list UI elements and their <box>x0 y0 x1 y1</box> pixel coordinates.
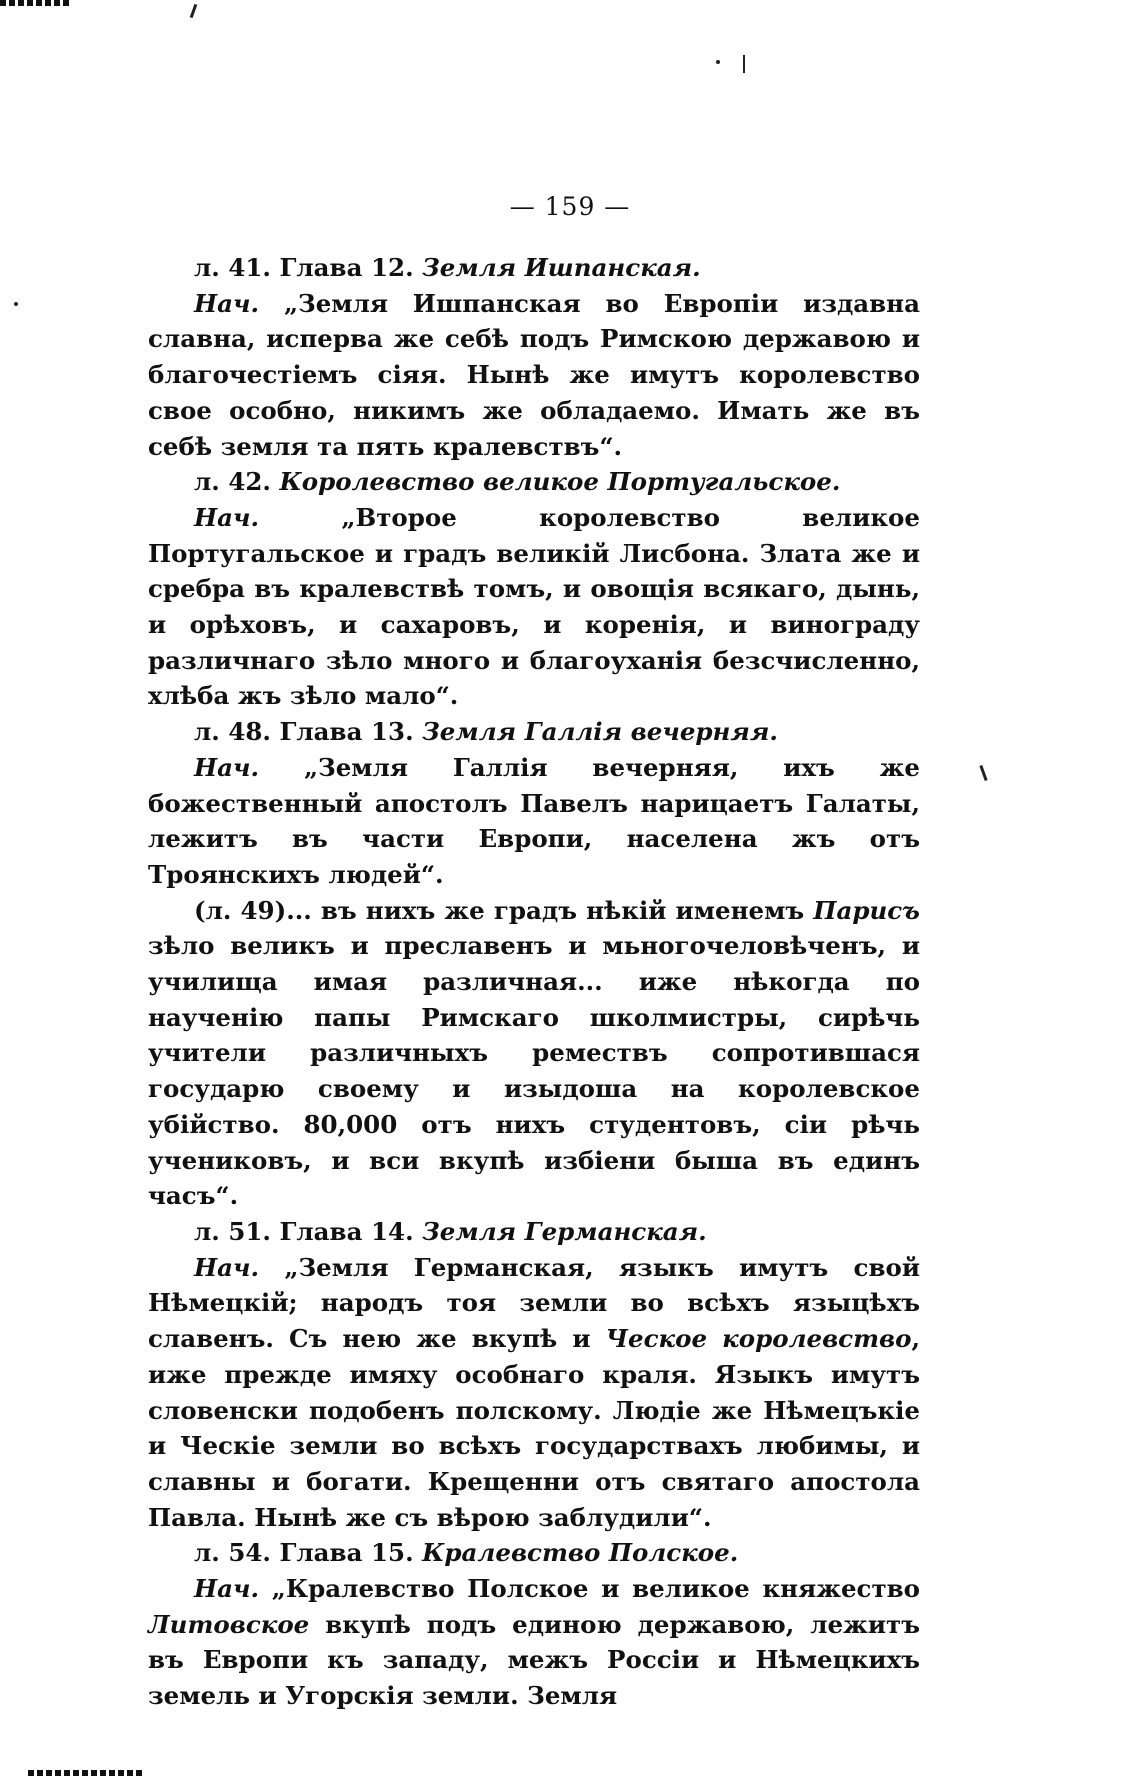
incipit-label: Нач. <box>194 1574 260 1604</box>
quote-text: (л. 49)... въ нихъ же градъ нѣкій именемъ <box>194 895 814 925</box>
italic-term: Литовское <box>148 1609 310 1639</box>
leaf-reference: л. 54. Глава 15. <box>194 1538 423 1568</box>
chapter-heading <box>148 464 920 500</box>
scan-edge-bottom <box>28 1770 143 1776</box>
page-text <box>148 250 920 1714</box>
quote-paragraph <box>148 750 920 893</box>
incipit-label: Нач. <box>194 288 260 318</box>
quote-text: „Земля Галлія вечерняя, ихъ же божественный апостолъ Павелъ нарицаетъ Галаты, лежитъ въ части Европи, населена жъ отъ Троянскихъ людей“. <box>148 752 920 889</box>
quote-text: „Земля Германская, языкъ имутъ свой Нѣмецкій; народъ тоя земли во всѣхъ языцѣхъ славенъ. Съ нею же вкупѣ и <box>148 1252 920 1354</box>
scan-speck <box>716 60 720 64</box>
chapter-title: Кралевство Полское. <box>422 1538 739 1568</box>
scan-mark <box>979 765 987 781</box>
scan-mark <box>743 55 745 73</box>
quote-text: вкупѣ подъ единою державою, лежитъ въ Европи къ западу, межъ Россіи и Нѣмецкихъ земель и Угорскія земли. Земля <box>148 1609 920 1711</box>
quote-text: „Земля Ишпанская во Европіи издавна славна, исперва же себѣ подъ Римскою державою и благочестіемъ сіяя. Нынѣ же имутъ королевство свое особно, никимъ же обладаемо. Имать же въ себѣ земля та пять кралевствъ“. <box>148 288 920 461</box>
chapter-heading <box>148 714 920 750</box>
leaf-reference: л. 42. <box>194 467 280 497</box>
quote-paragraph <box>148 1250 920 1536</box>
italic-term: Ческое королевство <box>605 1324 912 1354</box>
chapter-heading <box>148 1535 920 1571</box>
quote-text: „Кралевство Полское и великое княжество <box>259 1574 920 1604</box>
page-number: — 159 — <box>509 192 631 221</box>
quote-paragraph <box>148 286 920 465</box>
scan-speck <box>14 302 18 306</box>
quote-text: зѣло великъ и преславенъ и мьногочеловѣченъ, и училища имая различная... иже нѣкогда по наученію папы Римскаго школмистры, сирѣчь учители различныхъ ремествъ сопротившася государю своему и изыдоша на королевское убійство. 80,000 отъ нихъ студентовъ, сіи рѣчь учениковъ, и вси вкупѣ избіени быша въ единъ часъ“. <box>148 931 920 1211</box>
chapter-title: Королевство великое Португальское. <box>279 467 841 497</box>
quote-text: „Второе королевство великое Португальское и градъ великій Лисбона. Злата же и сребра въ кралевствѣ томъ, и овощія всякаго, дынь, и орѣховъ, и сахаровъ, и коренія, и винограду различнаго зѣло много и благоуханія безсчисленно, хлѣба жъ зѣло мало“. <box>148 502 920 711</box>
incipit-label: Нач. <box>194 1252 260 1282</box>
quote-paragraph <box>148 1571 920 1714</box>
leaf-reference: л. 48. Глава 13. <box>194 717 423 747</box>
incipit-label: Нач. <box>194 752 260 782</box>
leaf-reference: л. 41. Глава 12. <box>194 253 423 282</box>
quote-text: , иже прежде имяху особнаго краля. Языкъ имутъ словенски подобенъ полскому. Людіе же Нѣмецъкіе и Ческіе земли во всѣхъ государствахъ любимы, и славны и богати. Крещенни отъ святаго апостола Павла. Нынѣ же съ вѣрою заблудили“. <box>148 1324 920 1532</box>
incipit-label: Нач. <box>194 502 260 532</box>
scan-mark <box>190 4 198 18</box>
quote-paragraph <box>148 893 920 1214</box>
chapter-title: Земля Германская. <box>422 1216 707 1246</box>
chapter-heading <box>148 1214 920 1250</box>
quote-paragraph <box>148 500 920 714</box>
chapter-heading <box>148 250 920 286</box>
scan-edge-top <box>0 0 70 6</box>
leaf-reference: л. 51. Глава 14. <box>194 1216 423 1246</box>
chapter-title: Земля Ишпанская. <box>422 253 701 282</box>
chapter-title: Земля Галлія вечерняя. <box>422 717 778 747</box>
italic-term: Парисъ <box>813 895 920 925</box>
